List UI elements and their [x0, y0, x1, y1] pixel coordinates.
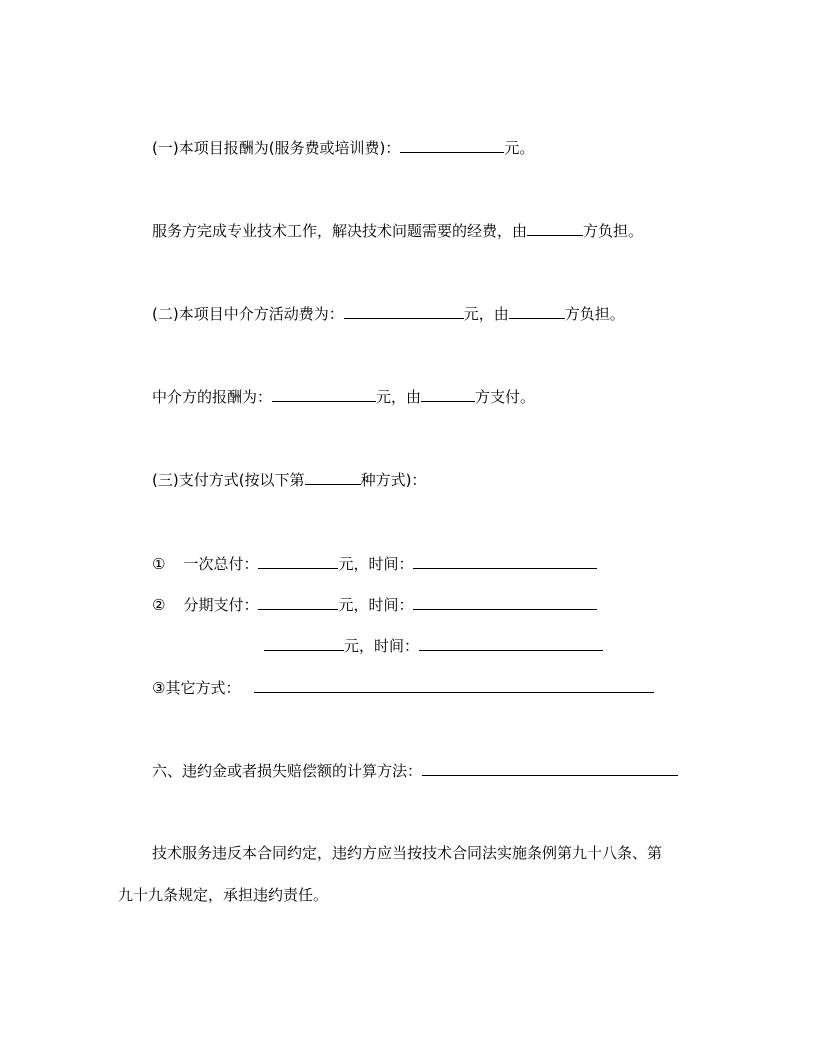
option2-number: ② [152, 596, 166, 614]
expenses-tail: 方负担。 [583, 222, 644, 240]
item3-line [152, 468, 426, 490]
breach-paragraph-line2 [118, 884, 328, 906]
item2-tail: 方负担。 [564, 305, 625, 323]
installment1-time-blank[interactable] [413, 593, 597, 610]
item2-mid: 元，由 [463, 305, 509, 323]
option1-label: 一次总付： [183, 555, 259, 573]
option2-second-yuan-time: 元，时间： [344, 637, 420, 655]
option1-yuan-time: 元，时间： [338, 555, 414, 573]
option1-number: ① [152, 555, 166, 573]
option1-line [152, 552, 597, 574]
option3-line [152, 676, 654, 698]
breach-paragraph-line1 [152, 842, 662, 864]
item3-tail: 种方式)： [360, 471, 427, 489]
expenses-party-blank[interactable] [527, 219, 583, 236]
broker-line [152, 385, 535, 407]
option2-yuan-time: 元，时间： [338, 596, 414, 614]
item1-line [152, 136, 534, 158]
broker-reward-blank[interactable] [272, 385, 376, 402]
option2-line [152, 593, 597, 615]
item1-unit: 元。 [504, 139, 535, 157]
expenses-text: 服务方完成专业技术工作，解决技术问题需要的经费，由 [152, 222, 528, 240]
broker-mid: 元，由 [376, 388, 422, 406]
item2-label: (二)本项目中介方活动费为： [152, 305, 344, 323]
option2-label: 分期支付： [183, 596, 259, 614]
fee-amount-blank[interactable] [400, 136, 504, 153]
item1-label: (一)本项目报酬为(服务费或培训费)： [152, 139, 401, 157]
lump-sum-amount-blank[interactable] [258, 552, 338, 569]
broker-activity-party-blank[interactable] [509, 302, 565, 319]
broker-tail: 方支付。 [475, 388, 536, 406]
breach-paragraph-text1: 技术服务违反本合同约定，违约方应当按技术合同法实施条例第九十八条、第 [152, 844, 663, 862]
option2-second-line [264, 634, 603, 656]
option3-label: ③其它方式： [152, 679, 241, 697]
item2-line [152, 302, 625, 324]
breach-title-line [152, 759, 678, 781]
installment2-amount-blank[interactable] [264, 634, 344, 651]
installment2-time-blank[interactable] [419, 634, 603, 651]
item3-label: (三)支付方式(按以下第 [152, 471, 305, 489]
breach-calculation-blank[interactable] [422, 759, 678, 776]
installment1-amount-blank[interactable] [258, 593, 338, 610]
other-method-blank[interactable] [254, 676, 654, 693]
expenses-line [152, 219, 643, 241]
payment-method-number-blank[interactable] [305, 468, 361, 485]
broker-label: 中介方的报酬为： [152, 388, 273, 406]
lump-sum-time-blank[interactable] [413, 552, 597, 569]
broker-reward-party-blank[interactable] [421, 385, 475, 402]
broker-activity-fee-blank[interactable] [344, 302, 464, 319]
breach-section-title: 六、违约金或者损失赔偿额的计算方法： [152, 762, 423, 780]
breach-paragraph-text2: 九十九条规定，承担违约责任。 [118, 886, 329, 904]
